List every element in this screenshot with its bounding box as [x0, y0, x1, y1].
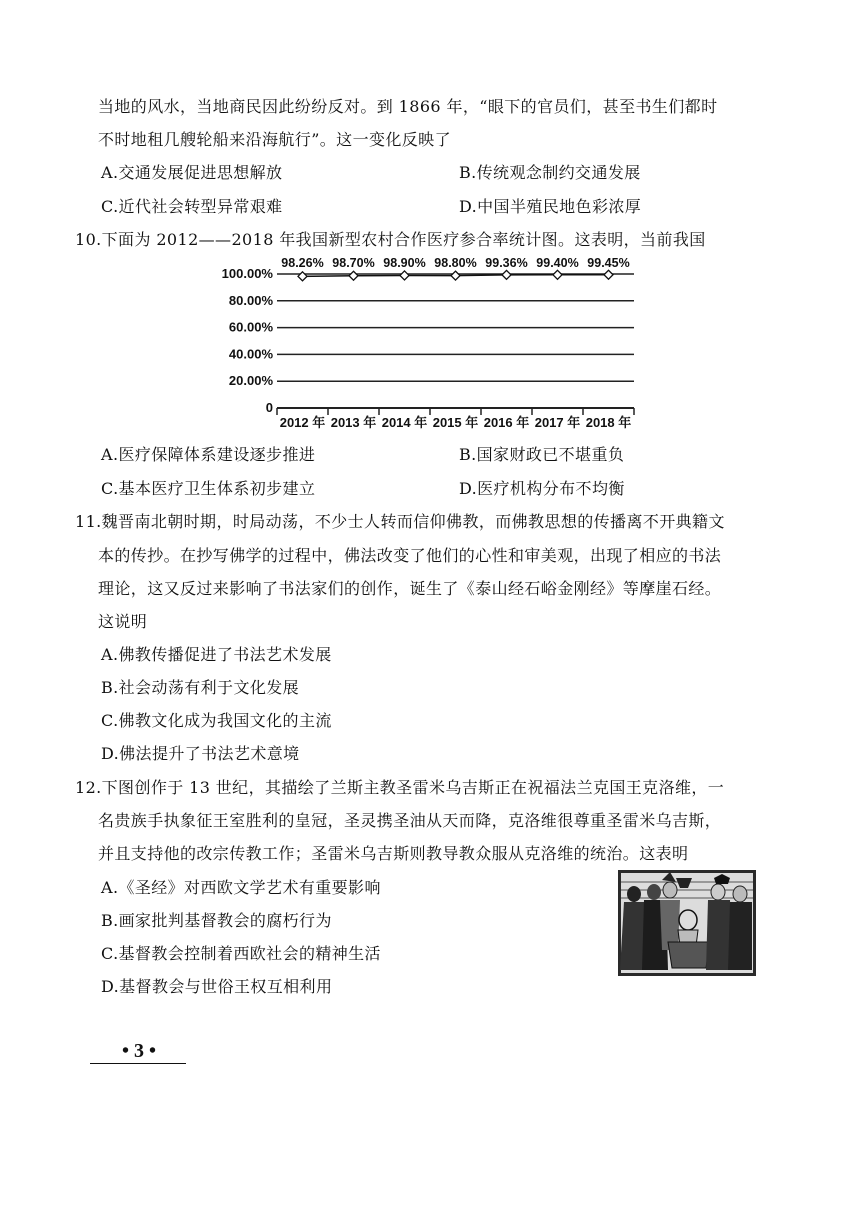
data-label: 99.36%: [485, 256, 528, 270]
q11-option-a[interactable]: A.佛教传播促进了书法艺术发展: [101, 645, 332, 664]
data-label: 99.45%: [587, 256, 630, 270]
data-point-marker: [604, 270, 613, 279]
y-tick-label: 20.00%: [228, 373, 273, 389]
q12-option-c[interactable]: C.基督教会控制着西欧社会的精神生活: [101, 944, 381, 963]
q9-option-b[interactable]: B.传统观念制约交通发展: [459, 163, 641, 182]
chart-svg: [222, 250, 642, 435]
q12-stem-line-2: 名贵族手执象征王室胜利的皇冠，圣灵携圣油从天而降，克洛维很尊重圣雷米乌吉斯，: [98, 811, 722, 830]
data-label: 98.80%: [434, 256, 477, 270]
q11-option-c[interactable]: C.佛教文化成为我国文化的主流: [101, 711, 332, 730]
q10-stem: 10.下面为 2012——2018 年我国新型农村合作医疗参合率统计图。这表明，当前我国: [75, 230, 706, 249]
y-tick-label: 100.00%: [222, 266, 273, 281]
data-label: 98.70%: [332, 256, 375, 270]
page-number: • 3 •: [121, 1040, 156, 1062]
x-tick-label: 2018 年: [585, 415, 632, 430]
y-tick-label: 40.00%: [228, 346, 273, 362]
q12-option-b[interactable]: B.画家批判基督教会的腐朽行为: [101, 911, 332, 930]
q11-option-d[interactable]: D.佛法提升了书法艺术意境: [101, 744, 300, 763]
q9-stem-line-2: 不时地租几艘轮船来沿海航行”。这一变化反映了: [98, 130, 451, 149]
q10-option-c[interactable]: C.基本医疗卫生体系初步建立: [101, 479, 316, 498]
data-point-marker: [400, 271, 409, 280]
page-number-underline: [90, 1063, 186, 1064]
data-label: 99.40%: [536, 256, 579, 270]
x-tick-label: 2014 年: [381, 415, 428, 430]
q12-stem-line-3: 并且支持他的改宗传教工作；圣雷米乌吉斯则教导教众服从克洛维的统治。这表明: [98, 844, 689, 863]
q12-option-d[interactable]: D.基督教会与世俗王权互相利用: [101, 977, 333, 996]
data-label: 98.90%: [383, 256, 426, 270]
data-point-marker: [349, 271, 358, 280]
data-point-marker: [451, 271, 460, 280]
q9-stem-line-1: 当地的风水，当地商民因此纷纷反对。到 1866 年，“眼下的官员们，甚至书生们都时: [98, 97, 718, 116]
q12-stem-line-1: 12.下图创作于 13 世纪，其描绘了兰斯主教圣雷米乌吉斯正在祝福法兰克国王克洛维，一: [75, 778, 725, 797]
data-point-marker: [298, 272, 307, 281]
data-point-marker: [553, 270, 562, 279]
q11-option-b[interactable]: B.社会动荡有利于文化发展: [101, 678, 300, 697]
data-point-marker: [502, 270, 511, 279]
q10-option-d[interactable]: D.医疗机构分布不均衡: [459, 479, 625, 498]
x-tick-label: 2012 年: [279, 415, 326, 430]
participation-rate-chart: [222, 250, 642, 435]
medieval-clovis-baptism-image: [618, 870, 756, 976]
y-tick-label: 0: [265, 400, 273, 415]
q12-option-a[interactable]: A.《圣经》对西欧文学艺术有重要影响: [101, 878, 381, 897]
y-tick-label: 60.00%: [228, 319, 273, 335]
q9-option-a[interactable]: A.交通发展促进思想解放: [101, 163, 283, 182]
q9-option-d[interactable]: D.中国半殖民地色彩浓厚: [459, 197, 642, 216]
q10-option-a[interactable]: A.医疗保障体系建设逐步推进: [101, 445, 316, 464]
x-tick-label: 2013 年: [330, 415, 377, 430]
q10-option-b[interactable]: B.国家财政已不堪重负: [459, 445, 625, 464]
x-tick-label: 2016 年: [483, 415, 530, 430]
q11-stem-line-1: 11.魏晋南北朝时期，时局动荡，不少士人转而信仰佛教，而佛教思想的传播离不开典籍文: [75, 512, 725, 531]
q11-stem-line-2: 本的传抄。在抄写佛学的过程中，佛法改变了他们的心性和审美观，出现了相应的书法: [98, 546, 722, 565]
y-tick-label: 80.00%: [228, 292, 273, 308]
q11-stem-line-4: 这说明: [98, 612, 148, 631]
q9-option-c[interactable]: C.近代社会转型异常艰难: [101, 197, 283, 216]
data-label: 98.26%: [281, 256, 324, 270]
x-tick-label: 2017 年: [534, 415, 581, 430]
x-tick-label: 2015 年: [432, 415, 479, 430]
q11-stem-line-3: 理论，这又反过来影响了书法家们的创作，诞生了《泰山经石峪金刚经》等摩崖石经。: [98, 579, 722, 598]
